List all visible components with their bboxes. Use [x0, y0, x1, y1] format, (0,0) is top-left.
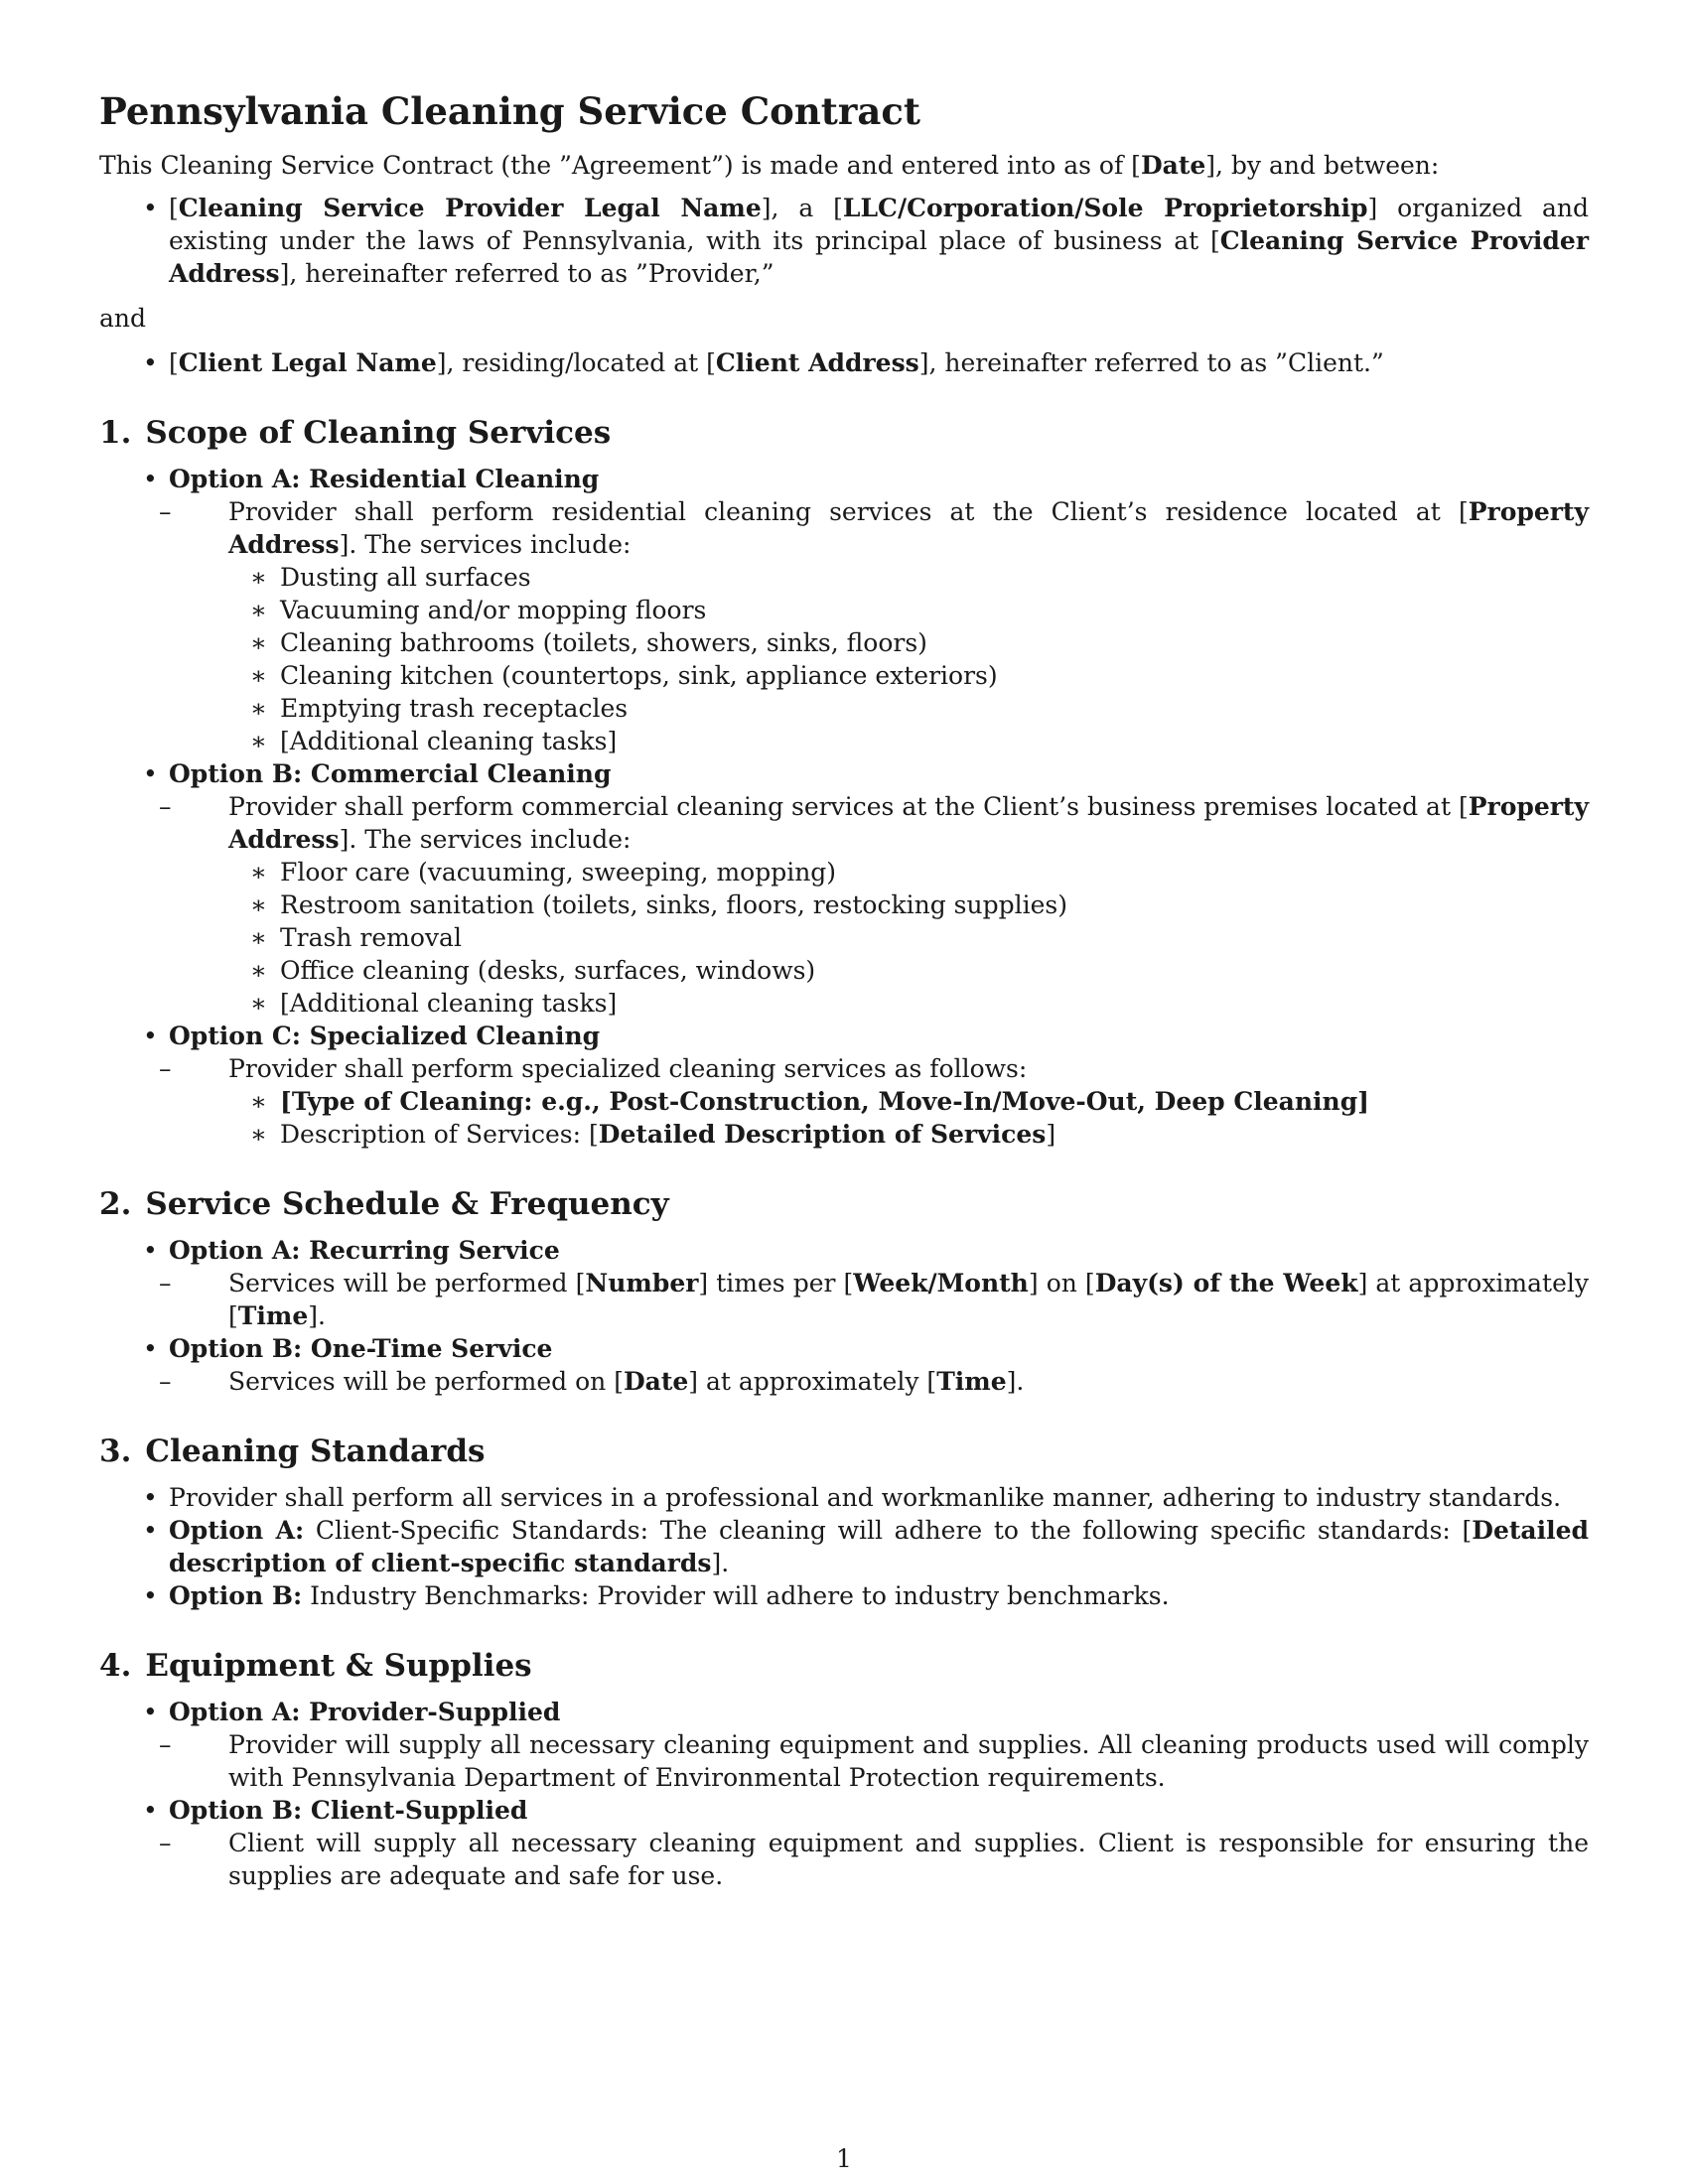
- client-address-placeholder: Client Address: [715, 348, 919, 377]
- dash-icon: –: [159, 1829, 172, 1857]
- list-item-text: Trash removal: [280, 923, 462, 952]
- option-description: [99, 495, 1589, 757]
- desc-text: Provider shall perform specialized cleaning services as follows:: [228, 1054, 1028, 1083]
- asterisk-icon: ∗: [250, 694, 267, 723]
- standards-option-b: [99, 1579, 1589, 1612]
- list-item-text: Cleaning kitchen (countertops, sink, appliance exteriors): [280, 661, 998, 690]
- section-number: 1.: [99, 415, 132, 451]
- provider-text: ], a [: [761, 194, 843, 222]
- intro-text: This Cleaning Service Contract (the ”Agreement”) is made and entered into as of [: [99, 151, 1141, 180]
- asterisk-icon: ∗: [250, 596, 267, 624]
- asterisk-icon: ∗: [250, 727, 267, 755]
- desc-text: Client will supply all necessary cleaning equipment and supplies. Client is responsible for ensuring the supplies are adequate and safe for use.: [228, 1829, 1589, 1890]
- commercial-task-list: [228, 856, 1589, 1020]
- option-label: Option B: One-Time Service: [169, 1334, 553, 1363]
- desc-text: Provider shall perform all services in a professional and workmanlike manner, adhering to industry standards.: [169, 1483, 1562, 1512]
- time-placeholder: Time: [237, 1301, 309, 1330]
- option-label: Option B: Client-Supplied: [169, 1796, 528, 1825]
- option-description: [99, 1827, 1589, 1892]
- party-list-client: [99, 346, 1589, 379]
- desc-text: ].: [711, 1549, 730, 1577]
- provider-text: ], hereinafter referred to as ”Provider,”: [279, 259, 774, 288]
- desc-text: ] at approximately [: [228, 1269, 1590, 1330]
- provider-name-placeholder: Cleaning Service Provider Legal Name: [178, 194, 762, 222]
- dash-icon: –: [159, 792, 172, 821]
- equipment-option-b: [99, 1794, 1589, 1892]
- section-number: 2.: [99, 1186, 132, 1222]
- standards-general: [99, 1481, 1589, 1514]
- list-item: [99, 888, 1589, 921]
- bullet-icon: •: [143, 1698, 158, 1726]
- page-number: 1: [836, 2144, 852, 2173]
- schedule-option-b: [99, 1332, 1589, 1398]
- dash-icon: –: [159, 1730, 172, 1759]
- property-address-placeholder: Property Address: [228, 792, 1589, 854]
- intro-date-placeholder: Date: [1140, 151, 1206, 180]
- section-title: Service Schedule & Frequency: [145, 1186, 669, 1222]
- option-label: Option A: Provider-Supplied: [169, 1698, 561, 1726]
- bullet-icon: •: [143, 1334, 158, 1363]
- desc-text: ]. The services include:: [339, 530, 632, 559]
- days-placeholder: Day(s) of the Week: [1094, 1269, 1358, 1297]
- option-label: Option C: Specialized Cleaning: [169, 1022, 601, 1050]
- desc-text: Services will be performed on [: [228, 1367, 624, 1396]
- section-number: 4.: [99, 1648, 132, 1684]
- desc-text: Client-Specific Standards: The cleaning will adhere to the following specific standards: [: [304, 1516, 1473, 1545]
- date-placeholder: Date: [623, 1367, 689, 1396]
- list-item-text: Cleaning bathrooms (toilets, showers, sinks, floors): [280, 628, 927, 657]
- client-text: ], hereinafter referred to as ”Client.”: [918, 348, 1384, 377]
- desc-text: ] at approximately [: [688, 1367, 937, 1396]
- asterisk-icon: ∗: [250, 661, 267, 690]
- section-title: Cleaning Standards: [145, 1433, 486, 1469]
- bullet-icon: •: [143, 1483, 158, 1512]
- standards-list: [99, 1481, 1589, 1612]
- bullet-icon: •: [143, 1796, 158, 1825]
- provider-address-placeholder: Cleaning Service Provider Address: [169, 226, 1589, 288]
- desc-text: ]: [1046, 1120, 1056, 1149]
- option-description: [99, 1052, 1589, 1151]
- desc-text: Provider shall perform residential cleaning services at the Client’s residence located at [: [228, 497, 1469, 526]
- section-heading-equipment: [99, 1646, 1589, 1686]
- desc-text: ] times per [: [698, 1269, 854, 1297]
- list-item: [99, 954, 1589, 987]
- option-label: Option A: Recurring Service: [169, 1236, 560, 1265]
- list-item: [99, 987, 1589, 1020]
- scope-option-b: [99, 757, 1589, 1020]
- desc-text: Services will be performed [: [228, 1269, 586, 1297]
- dash-icon: –: [159, 1269, 172, 1297]
- asterisk-icon: ∗: [250, 563, 267, 592]
- schedule-options: [99, 1234, 1589, 1398]
- property-address-placeholder: Property Address: [228, 497, 1589, 559]
- period-placeholder: Week/Month: [853, 1269, 1029, 1297]
- asterisk-icon: ∗: [250, 1087, 267, 1116]
- bullet-icon: •: [143, 465, 158, 493]
- time-placeholder: Time: [936, 1367, 1007, 1396]
- asterisk-icon: ∗: [250, 858, 267, 887]
- list-item-text: Restroom sanitation (toilets, sinks, floors, restocking supplies): [280, 890, 1067, 919]
- list-item: [99, 659, 1589, 692]
- list-item: [99, 725, 1589, 757]
- list-item: [99, 594, 1589, 626]
- equipment-option-a: [99, 1696, 1589, 1794]
- section-heading-schedule: [99, 1184, 1589, 1224]
- desc-text: ]. The services include:: [339, 825, 632, 854]
- list-item: [99, 561, 1589, 594]
- option-label: Option A: Residential Cleaning: [169, 465, 600, 493]
- bullet-icon: •: [143, 1581, 158, 1610]
- asterisk-icon: ∗: [250, 1120, 267, 1149]
- bullet-icon: •: [143, 759, 158, 788]
- client-text: [: [169, 348, 179, 377]
- option-description: [99, 790, 1589, 1020]
- list-item-text: [Additional cleaning tasks]: [280, 727, 618, 755]
- section-heading-scope: [99, 413, 1589, 453]
- dash-icon: –: [159, 497, 172, 526]
- standards-option-a: [99, 1514, 1589, 1579]
- bullet-icon: •: [143, 194, 158, 222]
- bullet-icon: •: [143, 348, 158, 377]
- list-item: [99, 626, 1589, 659]
- desc-text: ].: [308, 1301, 326, 1330]
- scope-options: [99, 463, 1589, 1151]
- desc-text: Provider shall perform commercial cleaning services at the Client’s business premises located at [: [228, 792, 1469, 821]
- asterisk-icon: ∗: [250, 989, 267, 1018]
- scope-option-a: [99, 463, 1589, 757]
- and-connector: and: [99, 304, 147, 333]
- list-item-text: [Additional cleaning tasks]: [280, 989, 618, 1018]
- schedule-option-a: [99, 1234, 1589, 1332]
- list-item-text: Floor care (vacuuming, sweeping, mopping): [280, 858, 837, 887]
- list-item: [99, 856, 1589, 888]
- party-provider: [99, 192, 1589, 290]
- option-description: [99, 1365, 1589, 1398]
- list-item-text: Emptying trash receptacles: [280, 694, 629, 723]
- asterisk-icon: ∗: [250, 628, 267, 657]
- document-page: [99, 87, 1589, 1892]
- section-title: Scope of Cleaning Services: [145, 415, 612, 451]
- client-name-placeholder: Client Legal Name: [178, 348, 437, 377]
- number-placeholder: Number: [585, 1269, 699, 1297]
- list-item: [99, 921, 1589, 954]
- section-heading-standards: [99, 1432, 1589, 1471]
- cleaning-type-placeholder: [Type of Cleaning: e.g., Post-Construction, Move-In/Move-Out, Deep Cleaning]: [280, 1087, 1369, 1116]
- list-item-text: Office cleaning (desks, surfaces, windows): [280, 956, 816, 985]
- provider-text: [: [169, 194, 179, 222]
- services-description-placeholder: Detailed Description of Services: [598, 1120, 1047, 1149]
- desc-text: Description of Services: [: [280, 1120, 599, 1149]
- party-list-provider: [99, 192, 1589, 290]
- list-item: [99, 1118, 1589, 1151]
- party-client: [99, 346, 1589, 379]
- bullet-icon: •: [143, 1236, 158, 1265]
- list-item-text: Vacuuming and/or mopping floors: [280, 596, 707, 624]
- option-label: Option A:: [169, 1516, 305, 1545]
- standards-description-placeholder: Detailed description of client-specific standards: [169, 1516, 1589, 1577]
- list-item: [99, 1085, 1589, 1118]
- option-label: Option B: Commercial Cleaning: [169, 759, 612, 788]
- section-title: Equipment & Supplies: [145, 1648, 532, 1684]
- bullet-icon: •: [143, 1516, 158, 1545]
- intro-paragraph: [99, 149, 1589, 182]
- provider-entity-placeholder: LLC/Corporation/Sole Proprietorship: [842, 194, 1368, 222]
- option-label: Option B:: [169, 1581, 303, 1610]
- list-item: [99, 692, 1589, 725]
- section-number: 3.: [99, 1433, 132, 1469]
- equipment-options: [99, 1696, 1589, 1892]
- option-description: [99, 1267, 1589, 1332]
- desc-text: ].: [1006, 1367, 1025, 1396]
- desc-text: Industry Benchmarks: Provider will adhere to industry benchmarks.: [302, 1581, 1170, 1610]
- residential-task-list: [228, 561, 1589, 757]
- desc-text: Provider will supply all necessary cleaning equipment and supplies. All cleaning products used will comply with Pennsylvania Department of Environmental Protection requirements.: [228, 1730, 1589, 1792]
- bullet-icon: •: [143, 1022, 158, 1050]
- intro-text: ], by and between:: [1205, 151, 1440, 180]
- asterisk-icon: ∗: [250, 956, 267, 985]
- document-title: Pennsylvania Cleaning Service Contract: [99, 89, 920, 133]
- provider-text: ] organized and existing under the laws of Pennsylvania, with its principal place of business at [: [169, 194, 1589, 255]
- dash-icon: –: [159, 1367, 172, 1396]
- list-item-text: Dusting all surfaces: [280, 563, 531, 592]
- client-text: ], residing/located at [: [436, 348, 716, 377]
- option-description: [99, 1728, 1589, 1794]
- desc-text: ] on [: [1028, 1269, 1095, 1297]
- asterisk-icon: ∗: [250, 890, 267, 919]
- scope-option-c: [99, 1020, 1589, 1151]
- asterisk-icon: ∗: [250, 923, 267, 952]
- dash-icon: –: [159, 1054, 172, 1083]
